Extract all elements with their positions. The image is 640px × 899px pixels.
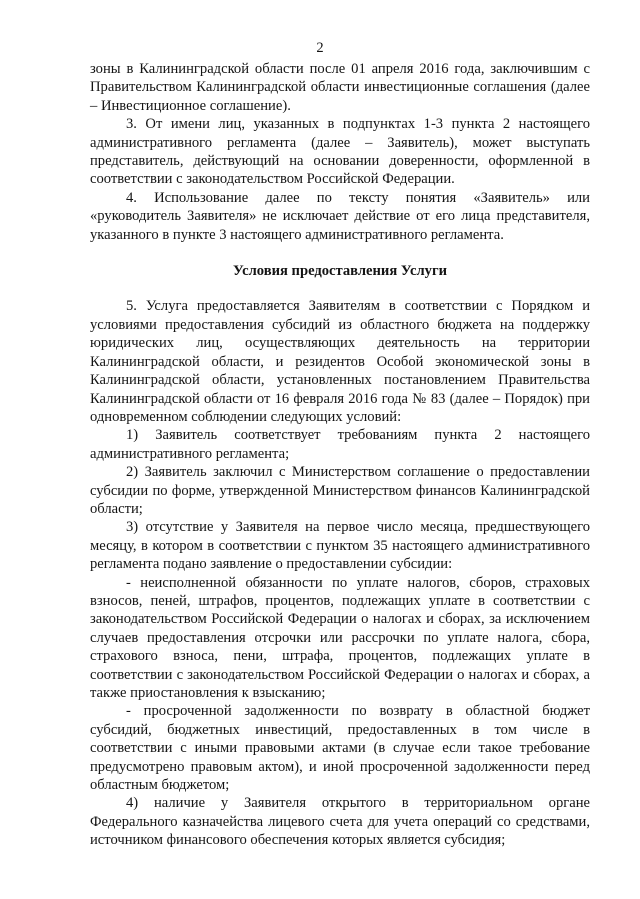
- condition-1: 1) Заявитель соответствует требованиям пункта 2 настоящего административного регламента;: [90, 427, 590, 462]
- condition-3-item-tax-debt: - неисполненной обязанности по уплате налогов, сборов, страховых взносов, пеней, штрафов, процентов, подлежащих уплате в соответствии с законодательством Российской Федерации о налогах и сборах, за исключением случаев предоставления отсрочки или рассрочки по уплате налога, сбора, страхового взноса, пени, штрафа, процентов, подлежащих уплате в соответствии с законодательством Российской Федерации о налогах и сборах, а также приостановления к взысканию;: [90, 574, 590, 701]
- page-number: 2: [316, 40, 324, 56]
- paragraph-3: 3. От имени лиц, указанных в подпунктах 1-3 пункта 2 настоящего административного регламента (далее – Заявитель), может выступать представитель, действующий на основании доверенности, оформленной в соответствии с законодательством Российской Федерации.: [90, 116, 590, 188]
- document-body: [90, 60, 590, 850]
- condition-3-item-budget-debt: - просроченной задолженности по возврату в областной бюджет субсидий, бюджетных инвестиций, предоставленных в том числе в соответствии с иными правовыми актами (в случае если такое требование предусмотрено правовым актом), и иной просроченной задолженности перед областным бюджетом;: [90, 703, 590, 794]
- paragraph-5: 5. Услуга предоставляется Заявителям в соответствии с Порядком и условиями предоставления субсидий из областного бюджета на поддержку юридических лиц, осуществляющих деятельность на территории Калининградской области, и резидентов Особой экономической зоны в Калининградской области, установленных постановлением Правительства Калининградской области от 16 февраля 2016 года № 83 (далее – Порядок) при одновременном соблюдении следующих условий:: [90, 298, 590, 425]
- condition-4: 4) наличие у Заявителя открытого в территориальном органе Федерального казначейства лицевого счета для учета операций со средствами, источником финансового обеспечения которых является субсидия;: [90, 795, 590, 849]
- condition-2: 2) Заявитель заключил с Министерством соглашение о предоставлении субсидии по форме, утвержденной Министерством финансов Калининградской области;: [90, 464, 590, 517]
- paragraph-continuation: зоны в Калининградской области после 01 апреля 2016 года, заключившим с Правительством Калининградской области инвестиционные соглашения (далее – Инвестиционное соглашение).: [90, 61, 590, 114]
- section-heading: Условия предоставления Услуги: [232, 263, 448, 280]
- condition-3: 3) отсутствие у Заявителя на первое число месяца, предшествующего месяцу, в котором в соответствии с пунктом 35 настоящего административного регламента подано заявление о предоставлении субсидии:: [90, 519, 590, 573]
- paragraph-4: 4. Использование далее по тексту понятия «Заявитель» или «руководитель Заявителя» не исключает действие от его лица представителя, указанного в пункте 3 настоящего административного регламента.: [90, 189, 590, 243]
